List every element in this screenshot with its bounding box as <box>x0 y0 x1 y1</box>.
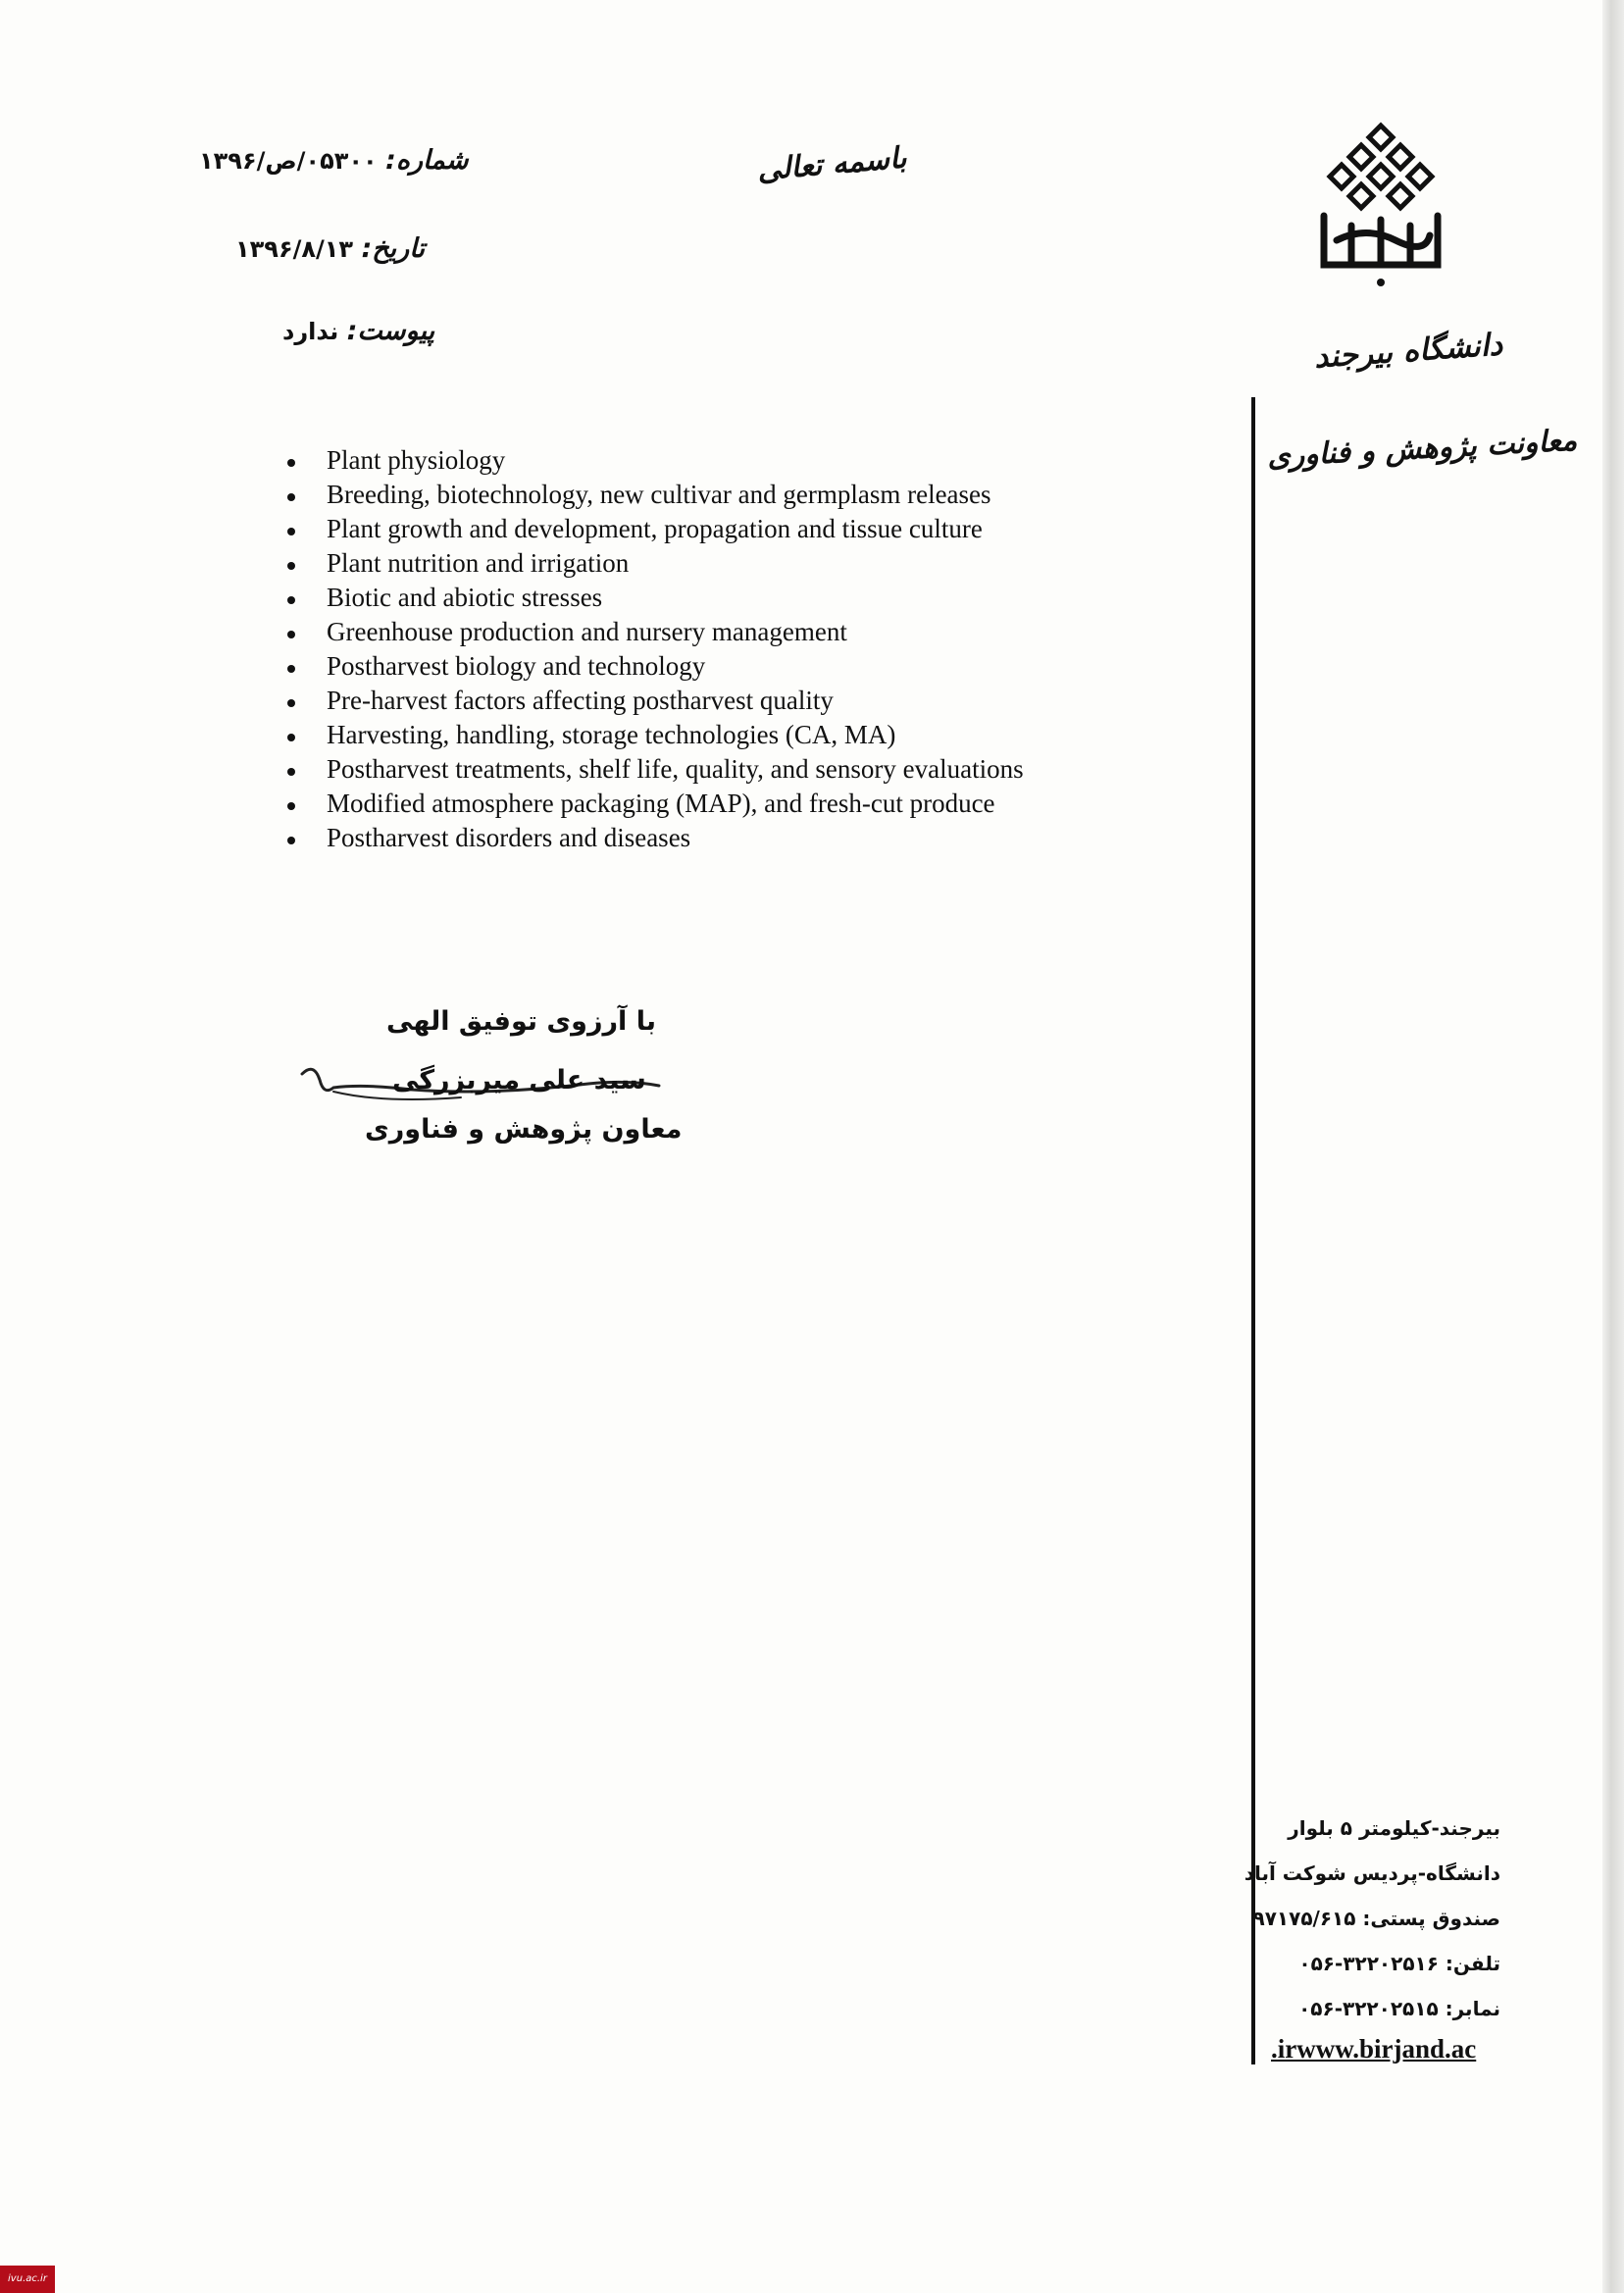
list-item: Postharvest biology and technology <box>284 649 1024 684</box>
signatory-name: سید علی میربزرگی <box>392 1065 646 1096</box>
letter-number <box>199 145 468 176</box>
bullet-icon <box>287 493 295 501</box>
paper-edge <box>1602 0 1624 2293</box>
bullet-icon <box>287 528 295 535</box>
website-link[interactable]: .irwww.birjand.ac <box>1271 2034 1477 2064</box>
list-item: Postharvest treatments, shelf life, quality, and sensory evaluations <box>284 752 1024 787</box>
letter-number-value: ۰۵۳۰۰/ص/۱۳۹۶ <box>199 147 378 175</box>
letter-date <box>235 233 425 264</box>
bullet-icon <box>287 665 295 673</box>
letter-date-label: تاریخ: <box>361 233 425 264</box>
list-item: Harvesting, handling, storage technologies (CA, MA) <box>284 718 1024 752</box>
letter-date-value: ۱۳۹۶/۸/۱۳ <box>235 235 354 263</box>
bullet-icon <box>287 837 295 844</box>
letter-number-label: شماره: <box>385 145 469 176</box>
list-item: Plant growth and development, propagation and tissue culture <box>284 512 1024 546</box>
bullet-icon <box>287 802 295 810</box>
address-line-1: بیرجند-کیلومتر ۵ بلوار <box>1288 1816 1500 1840</box>
watermark-badge: ivu.ac.ir <box>0 2266 55 2293</box>
list-item: Plant physiology <box>284 443 1024 478</box>
letter-attachment-label: پیوست: <box>346 316 435 346</box>
topics-list <box>284 443 1024 855</box>
fax-number: نمابر: ۳۲۲۰۲۵۱۵-۰۵۶ <box>1298 1997 1500 2020</box>
bismillah-heading: باسمه تعالی <box>755 140 908 188</box>
bullet-icon <box>287 734 295 741</box>
letter-attachment-value: ندارد <box>282 318 339 345</box>
closing-phrase: با آرزوی توفیق الهی <box>386 1006 656 1037</box>
list-item: Greenhouse production and nursery management <box>284 615 1024 649</box>
list-item: Modified atmosphere packaging (MAP), and fresh-cut produce <box>284 787 1024 821</box>
department-name: معاونت پژوهش و فناوری <box>1266 423 1578 475</box>
signatory-title: معاون پژوهش و فناوری <box>365 1114 683 1145</box>
list-item: Plant nutrition and irrigation <box>284 546 1024 581</box>
bullet-icon <box>287 562 295 570</box>
bullet-icon <box>287 596 295 604</box>
list-item: Pre-harvest factors affecting postharvest quality <box>284 684 1024 718</box>
list-item: Postharvest disorders and diseases <box>284 821 1024 855</box>
university-name: دانشگاه بیرجند <box>1312 327 1504 376</box>
phone-number: تلفن: ۳۲۲۰۲۵۱۶-۰۵۶ <box>1298 1952 1500 1975</box>
university-logo-icon <box>1312 118 1449 294</box>
bullet-icon <box>287 631 295 638</box>
postal-box: صندوق پستی: ۹۷۱۷۵/۶۱۵ <box>1252 1907 1500 1930</box>
address-line-2: دانشگاه-پردیس شوکت آباد <box>1243 1861 1500 1885</box>
bullet-icon <box>287 768 295 776</box>
bullet-icon <box>287 699 295 707</box>
list-item: Breeding, biotechnology, new cultivar and germplasm releases <box>284 478 1024 512</box>
bullet-icon <box>287 459 295 467</box>
list-item: Biotic and abiotic stresses <box>284 581 1024 615</box>
letterhead-divider <box>1251 397 1255 2064</box>
letter-attachment <box>282 316 434 346</box>
